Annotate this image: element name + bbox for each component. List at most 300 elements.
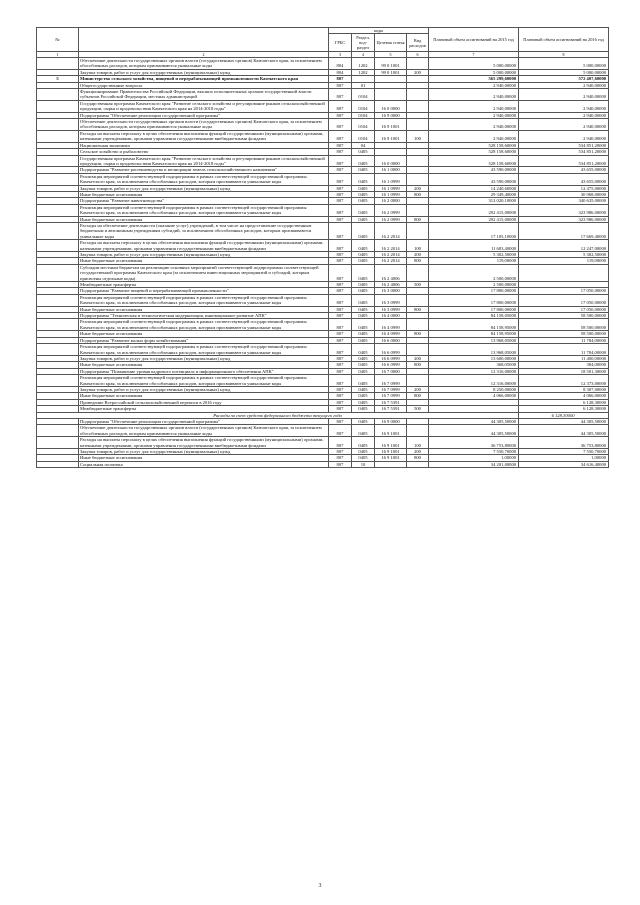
row-target: 99 0 1001	[375, 58, 407, 70]
row-grbs: 807	[329, 362, 352, 368]
row-plan-2016: 44 305,50000	[519, 418, 609, 424]
row-name: Реализация мероприятий соответствующей подпрограммы в рамках соответствующей государственной программы Камчатского края, за исключением обособленных расходов, которым присваиваются уникальные коды	[79, 375, 329, 387]
row-plan-2016: 2 940,00000	[519, 89, 609, 101]
row-grbs: 807	[329, 173, 352, 185]
row-grbs: 807	[329, 355, 352, 361]
row-plan-2016: 534 851,20000	[519, 142, 609, 148]
row-expense-type: 800	[407, 362, 429, 368]
row-plan-2015: 528 158,60000	[429, 142, 519, 148]
row-name: Закупка товаров, работ и услуг для государственных (муниципальных) нужд	[79, 69, 329, 75]
row-razdel: 0405	[352, 337, 375, 343]
row-grbs: 807	[329, 155, 352, 167]
row-plan-2015: 5 000,00000	[429, 69, 519, 75]
row-target: 16 3 0999	[375, 306, 407, 312]
row-number: 5	[37, 76, 79, 82]
row-plan-2015: 2 940,00000	[429, 112, 519, 118]
row-name: Закупка товаров, работ и услуг для государственных (муниципальных) нужд	[79, 185, 329, 191]
row-target: 16 2 2014	[375, 240, 407, 252]
row-target: 16 2 0000	[375, 198, 407, 204]
row-name: Подпрограмма "Техническая и технологическая модернизация, инновационное развитие АПК"	[79, 313, 329, 319]
row-plan-2016: 8 307,00000	[519, 386, 609, 392]
row-grbs: 807	[329, 437, 352, 449]
row-razdel: 0104	[352, 130, 375, 142]
row-razdel: 0405	[352, 258, 375, 264]
row-razdel: 0405	[352, 252, 375, 258]
row-plan-2016: 1,00000	[519, 455, 609, 461]
row-razdel: 0405	[352, 355, 375, 361]
row-plan-2016: 44 305,50000	[519, 425, 609, 437]
row-expense-type: 800	[407, 258, 429, 264]
row-target: 16 2 4006	[375, 264, 407, 281]
row-razdel: 0104	[352, 89, 375, 101]
row-plan-2016: 12 373,00000	[519, 375, 609, 387]
row-plan-2015: 43 590,00000	[429, 167, 519, 173]
row-plan-2016: 2 940,00000	[519, 119, 609, 131]
row-name: Подпрограмма "Развитие пищевой и перерабатывающей промышленности"	[79, 288, 329, 294]
row-expense-type: 500	[407, 406, 429, 412]
row-target: 16 9 1001	[375, 130, 407, 142]
row-grbs: 807	[329, 294, 352, 306]
header-number: №	[37, 28, 79, 52]
row-expense-type	[407, 319, 429, 331]
row-grbs: 807	[329, 386, 352, 392]
table-row	[37, 222, 609, 239]
row-name: Обеспечение деятельности государственных органов власти (государственных органов) Камчатского края, за исключением обособленных расходов, которым присваиваются уникальные коды	[79, 58, 329, 70]
row-expense-type: 200	[407, 252, 429, 258]
row-name: Закупка товаров, работ и услуг для государственных (муниципальных) нужд	[79, 386, 329, 392]
row-razdel: 0405	[352, 331, 375, 337]
row-plan-2016: 5 000,00000	[519, 69, 609, 75]
row-grbs: 807	[329, 319, 352, 331]
row-target: 99 0 1001	[375, 69, 407, 75]
row-razdel: 0405	[352, 449, 375, 455]
row-razdel: 0405	[352, 222, 375, 239]
row-razdel: 0405	[352, 319, 375, 331]
row-grbs: 807	[329, 461, 352, 467]
row-plan-2015: 44 305,50000	[429, 425, 519, 437]
row-expense-type: 800	[407, 216, 429, 222]
row-number	[37, 375, 79, 387]
row-grbs: 807	[329, 375, 352, 387]
table-row	[37, 204, 609, 216]
row-name: Общегосударственные вопросы	[79, 82, 329, 88]
row-plan-2016: 6 128,30000	[519, 412, 609, 418]
table-row	[37, 437, 609, 449]
row-grbs: 807	[329, 288, 352, 294]
row-number	[37, 155, 79, 167]
row-plan-2015: 84 158,95000	[429, 319, 519, 331]
row-plan-2015: 17 800,00000	[429, 306, 519, 312]
row-target: 16 1 0999	[375, 185, 407, 191]
row-plan-2016: 43 655,00000	[519, 167, 609, 173]
row-plan-2015: 119,00000	[429, 258, 519, 264]
row-razdel: 0405	[352, 393, 375, 399]
row-grbs: 804	[329, 58, 352, 70]
row-target: 16 9 1001	[375, 425, 407, 437]
row-grbs: 804	[329, 69, 352, 75]
row-grbs: 807	[329, 344, 352, 356]
row-expense-type: 100	[407, 130, 429, 142]
header-expense-type: Вид расходов	[407, 34, 429, 52]
row-plan-2016: 384,00000	[519, 362, 609, 368]
row-razdel: 0405	[352, 313, 375, 319]
row-name: Закупка товаров, работ и услуг для государственных (муниципальных) нужд	[79, 252, 329, 258]
row-name: Расходы на выплаты персоналу в целях обеспечения выполнения функций государственными (муниципальными) органами, казенными учреждениями, органами управления государственными внебюджетными фондами	[79, 437, 329, 449]
row-plan-2016: 340 635,00000	[519, 198, 609, 204]
row-expense-type	[407, 425, 429, 437]
row-expense-type	[407, 155, 429, 167]
row-name: Иные бюджетные ассигнования	[79, 258, 329, 264]
header-target: Целевая статья	[375, 34, 407, 52]
table-row	[37, 58, 609, 70]
row-expense-type	[407, 58, 429, 70]
row-plan-2015: 34 201,00000	[429, 461, 519, 467]
table-row	[37, 425, 609, 437]
row-target: 16 1 0999	[375, 173, 407, 185]
row-razdel: 0405	[352, 344, 375, 356]
row-plan-2015: 8 250,00000	[429, 386, 519, 392]
table-row	[37, 240, 609, 252]
row-target: 16 1 0999	[375, 191, 407, 197]
row-plan-2016: 30 968,00000	[519, 191, 609, 197]
row-number	[37, 461, 79, 467]
row-razdel: 1202	[352, 69, 375, 75]
row-name: Проведение Всероссийской сельскохозяйственной переписи в 2016 году	[79, 399, 329, 405]
row-razdel: 04	[352, 142, 375, 148]
row-plan-2015: 13 968,05000	[429, 344, 519, 356]
row-target: 16 0 0000	[375, 155, 407, 167]
row-target: 16 7 0999	[375, 393, 407, 399]
row-razdel: 1202	[352, 58, 375, 70]
row-target: 16 6 0999	[375, 344, 407, 356]
table-row	[37, 375, 609, 387]
header-plan-2015: Плановый объем ассигнований на 2015 год	[429, 28, 519, 52]
row-plan-2015: 4 066,00000	[429, 393, 519, 399]
row-name: Иные бюджетные ассигнования	[79, 455, 329, 461]
header-colnum: 7	[429, 52, 519, 58]
row-expense-type	[407, 100, 429, 112]
row-plan-2016: 5 302,50000	[519, 252, 609, 258]
table-row	[37, 319, 609, 331]
row-expense-type: 200	[407, 386, 429, 392]
row-expense-type	[407, 264, 429, 281]
row-target: 16 0 0000	[375, 100, 407, 112]
row-grbs: 807	[329, 368, 352, 374]
row-name: Иные бюджетные ассигнования	[79, 393, 329, 399]
row-plan-2015: 29 349,40000	[429, 191, 519, 197]
row-name: Сельское хозяйство и рыболовство	[79, 149, 329, 155]
row-grbs: 807	[329, 399, 352, 405]
row-target: 16 7 0999	[375, 375, 407, 387]
row-target: 16 7 0999	[375, 386, 407, 392]
row-razdel: 0405	[352, 240, 375, 252]
row-target	[375, 461, 407, 467]
row-plan-2016: 17 050,00000	[519, 294, 609, 306]
row-name: Министерство сельского хозяйства, пищевой и перерабатывающей промышленности Камчатского края	[79, 76, 329, 82]
row-expense-type	[407, 222, 429, 239]
row-grbs: 807	[329, 100, 352, 112]
row-name: Подпрограмма "Развитие животноводства"	[79, 198, 329, 204]
row-grbs: 807	[329, 89, 352, 101]
row-plan-2016: 17 669,40000	[519, 222, 609, 239]
row-grbs: 807	[329, 119, 352, 131]
header-colnum: 6	[407, 52, 429, 58]
row-razdel: 0405	[352, 368, 375, 374]
header-name	[79, 28, 329, 52]
row-razdel: 0405	[352, 149, 375, 155]
row-plan-2016: 17 050,00000	[519, 306, 609, 312]
header-codes-group: коды	[329, 28, 429, 34]
table-row	[37, 130, 609, 142]
row-target: 16 6 0000	[375, 337, 407, 343]
row-number	[37, 204, 79, 216]
row-plan-2016: 2 940,00000	[519, 130, 609, 142]
row-target: 16 4 0999	[375, 331, 407, 337]
row-grbs: 807	[329, 313, 352, 319]
row-expense-type	[407, 375, 429, 387]
row-plan-2015: 528 158,60000	[429, 149, 519, 155]
row-target: 16 4 0999	[375, 319, 407, 331]
row-expense-type: 200	[407, 449, 429, 455]
row-name: Иные бюджетные ассигнования	[79, 306, 329, 312]
row-name: Расходы на выплаты персоналу в целях обеспечения выполнения функций государственными (муниципальными) органами, казенными учреждениями, органами управления государственными внебюджетными фондами	[79, 130, 329, 142]
row-razdel: 0405	[352, 306, 375, 312]
row-plan-2016: 11 784,00000	[519, 337, 609, 343]
row-expense-type	[407, 294, 429, 306]
row-target: 16 2 2014	[375, 258, 407, 264]
row-plan-2015: 12 316,00000	[429, 368, 519, 374]
row-name: Межбюджетные трансферты	[79, 406, 329, 412]
row-name: Реализация мероприятий соответствующей подпрограммы в рамках соответствующей государственной программы Камчатского края, за исключением обособленных расходов, которым присваиваются уникальные коды	[79, 204, 329, 216]
row-target: 16 7 0000	[375, 368, 407, 374]
row-target: 16 2 2014	[375, 222, 407, 239]
row-plan-2016: 5 000,00000	[519, 58, 609, 70]
row-plan-2016: 12 247,00000	[519, 240, 609, 252]
row-name: Подпрограмма "Обеспечение реализации государственной программы"	[79, 418, 329, 424]
row-grbs: 807	[329, 76, 352, 82]
row-plan-2016	[519, 264, 609, 281]
row-plan-2016: 323 986,00000	[519, 204, 609, 216]
row-plan-2016: 4 066,00000	[519, 393, 609, 399]
row-name: Закупка товаров, работ и услуг для государственных (муниципальных) нужд	[79, 449, 329, 455]
row-razdel: 0405	[352, 425, 375, 437]
row-number	[37, 173, 79, 185]
row-number	[37, 119, 79, 131]
row-razdel: 0405	[352, 437, 375, 449]
row-plan-2016: 534 851,20000	[519, 155, 609, 167]
row-grbs: 807	[329, 191, 352, 197]
row-plan-2016: 58 500,00000	[519, 313, 609, 319]
row-razdel: 0405	[352, 282, 375, 288]
header-colnum: 1	[37, 52, 79, 58]
row-razdel: 10	[352, 461, 375, 467]
row-plan-2016: 2 940,00000	[519, 82, 609, 88]
row-grbs: 807	[329, 418, 352, 424]
row-target: 16 9 0000	[375, 418, 407, 424]
row-razdel: 0405	[352, 399, 375, 405]
row-razdel: 0405	[352, 185, 375, 191]
row-plan-2015: 2 940,00000	[429, 89, 519, 101]
row-name: Реализация мероприятий соответствующей подпрограммы в рамках соответствующей государственной программы Камчатского края, за исключением обособленных расходов, которым присваиваются уникальные коды	[79, 173, 329, 185]
table-row	[37, 344, 609, 356]
row-plan-2016: 58 500,00000	[519, 319, 609, 331]
table-row	[37, 173, 609, 185]
row-number	[37, 294, 79, 306]
row-grbs: 807	[329, 425, 352, 437]
row-expense-type: 800	[407, 393, 429, 399]
row-plan-2016: 58 500,00000	[519, 331, 609, 337]
row-razdel: 0405	[352, 198, 375, 204]
row-grbs: 807	[329, 264, 352, 281]
row-plan-2015: 2 500,00000	[429, 264, 519, 281]
row-plan-2015: 36 753,80000	[429, 437, 519, 449]
row-razdel: 0405	[352, 455, 375, 461]
table-body	[37, 58, 609, 468]
row-grbs: 807	[329, 331, 352, 337]
header-colnum: 2	[79, 52, 329, 58]
row-target: 16 9 0000	[375, 112, 407, 118]
row-plan-2015: 368,05000	[429, 362, 519, 368]
row-razdel: 0405	[352, 173, 375, 185]
row-plan-2016: 12 475,00000	[519, 185, 609, 191]
row-expense-type: 100	[407, 240, 429, 252]
row-target: 16 9 1001	[375, 455, 407, 461]
row-grbs: 807	[329, 258, 352, 264]
row-name: Субсидии местным бюджетам на реализацию основных мероприятий соответствующей подпрограммы соответствующей государственной программы Камчатского края (за исключением инвестиционных мероприятий и субсидий, которым присвоены отдельные коды)	[79, 264, 329, 281]
row-razdel: 0405	[352, 294, 375, 306]
row-grbs: 807	[329, 149, 352, 155]
row-grbs: 807	[329, 222, 352, 239]
row-plan-2016: 2 940,00000	[519, 112, 609, 118]
header-plan-2016: Плановый объем ассигнований на 2016 год	[519, 28, 609, 52]
row-plan-2015: 292 415,00000	[429, 216, 519, 222]
row-razdel: 0405	[352, 191, 375, 197]
row-plan-2016: 534 851,20000	[519, 149, 609, 155]
row-plan-2015: 5 302,50000	[429, 252, 519, 258]
row-target: 16 9 1001	[375, 437, 407, 449]
row-plan-2015: 13 968,05000	[429, 337, 519, 343]
row-plan-2015: 84 158,05000	[429, 313, 519, 319]
row-number	[37, 130, 79, 142]
row-name: Иные бюджетные ассигнования	[79, 216, 329, 222]
row-grbs: 807	[329, 240, 352, 252]
row-razdel: 0405	[352, 216, 375, 222]
row-number	[37, 58, 79, 70]
row-plan-2015: 528 158,60000	[429, 155, 519, 167]
header-razdel: Раздел, под-раздел	[352, 34, 375, 52]
row-expense-type: 800	[407, 191, 429, 197]
row-plan-2015: 44 305,50000	[429, 418, 519, 424]
row-name: Реализация мероприятий соответствующей подпрограммы в рамках соответствующей государственной программы Камчатского края, за исключением обособленных расходов, которым присваиваются уникальные коды	[79, 294, 329, 306]
row-plan-2016: 6 128,30000	[519, 406, 609, 412]
table-row	[37, 100, 609, 112]
row-grbs: 807	[329, 112, 352, 118]
table-row	[37, 155, 609, 167]
table-header	[37, 28, 609, 58]
row-name: Социальная политика	[79, 461, 329, 467]
row-number	[37, 240, 79, 252]
row-number	[37, 264, 79, 281]
row-expense-type: 800	[407, 331, 429, 337]
row-plan-2016: 11 784,00000	[519, 344, 609, 356]
page-number: 3	[318, 883, 322, 889]
row-number	[37, 89, 79, 101]
row-expense-type	[407, 173, 429, 185]
row-plan-2016: 572 407,60000	[519, 76, 609, 82]
row-grbs: 807	[329, 406, 352, 412]
row-razdel: 0405	[352, 375, 375, 387]
row-grbs: 807	[329, 337, 352, 343]
row-grbs: 807	[329, 130, 352, 142]
row-name: Государственная программа Камчатского края "Развитие сельского хозяйства и регулирование рынков сельскохозяйственной продукции, сырья и продовольствия Камчатского края на 2014-2018 годы"	[79, 155, 329, 167]
row-grbs: 807	[329, 449, 352, 455]
row-plan-2015: 11 683,40000	[429, 240, 519, 252]
row-razdel: 0405	[352, 386, 375, 392]
row-plan-2016: 18 501,30000	[519, 368, 609, 374]
row-name: Расходы на обеспечение деятельности (оказание услуг) учреждений, в том числе на предоставление государственным бюджетным и автономным учреждениям субсидий, за исключением обособленных расходов, которым присваиваются уникальные коды	[79, 222, 329, 239]
row-target: 16 2 0999	[375, 204, 407, 216]
row-target: 16 9 1001	[375, 119, 407, 131]
row-name: Расходы на выплаты персоналу в целях обеспечения выполнения функций государственными (муниципальными) органами, казенными учреждениями, органами управления государственными внебюджетными фондами	[79, 240, 329, 252]
row-razdel: 0405	[352, 406, 375, 412]
row-target: 16 4 0000	[375, 313, 407, 319]
row-plan-2015: 17 800,00000	[429, 294, 519, 306]
row-plan-2016: 34 616,40000	[519, 461, 609, 467]
row-grbs: 807	[329, 252, 352, 258]
row-razdel: 0405	[352, 204, 375, 216]
table-row	[37, 89, 609, 101]
row-number	[37, 100, 79, 112]
row-razdel: 0405	[352, 155, 375, 167]
row-expense-type	[407, 204, 429, 216]
row-grbs: 807	[329, 282, 352, 288]
row-grbs: 807	[329, 306, 352, 312]
row-razdel: 0104	[352, 119, 375, 131]
row-grbs: 807	[329, 216, 352, 222]
row-plan-2015: 2 940,00000	[429, 119, 519, 131]
row-grbs: 807	[329, 142, 352, 148]
row-plan-2015: 2 500,00000	[429, 282, 519, 288]
table-row	[37, 264, 609, 281]
row-grbs: 807	[329, 204, 352, 216]
table-row	[37, 461, 609, 467]
row-razdel: 0405	[352, 362, 375, 368]
row-plan-2015: 17 105,10000	[429, 222, 519, 239]
header-colnum: 4	[352, 52, 375, 58]
row-plan-2015: 565 299,60000	[429, 76, 519, 82]
row-plan-2015: 84 158,95000	[429, 331, 519, 337]
row-plan-2015: 17 800,00000	[429, 288, 519, 294]
row-expense-type	[407, 461, 429, 467]
row-plan-2015: 312 020,10000	[429, 198, 519, 204]
row-plan-2015: 13 600,00000	[429, 355, 519, 361]
row-plan-2016: 11 400,00000	[519, 355, 609, 361]
row-expense-type: 500	[407, 282, 429, 288]
row-grbs: 807	[329, 167, 352, 173]
row-number	[37, 319, 79, 331]
row-target: 16 2 4006	[375, 282, 407, 288]
row-target: 16 7 5391	[375, 399, 407, 405]
row-razdel: 01	[352, 82, 375, 88]
table-row	[37, 119, 609, 131]
row-plan-2016: 36 753,80000	[519, 437, 609, 449]
row-grbs: 807	[329, 185, 352, 191]
budget-table-sheet	[36, 27, 608, 468]
row-section-note: Расходы за счет средств федерального бюджета текущего года	[37, 412, 519, 418]
row-name: Межбюджетные трансферты	[79, 282, 329, 288]
row-expense-type	[407, 89, 429, 101]
row-name: Функционирование Правительства Российской Федерации, высших исполнительных органов государственной власти субъектов Российской Федерации, местных администраций	[79, 89, 329, 101]
